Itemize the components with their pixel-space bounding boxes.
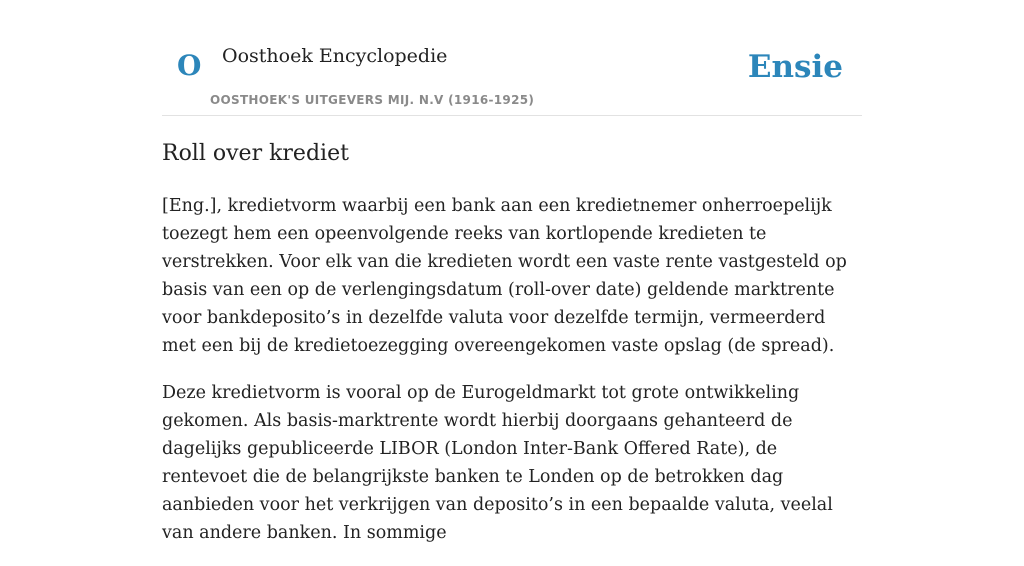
source-title[interactable]: Oosthoek Encyclopedie xyxy=(222,45,448,67)
source-header xyxy=(162,0,862,116)
entry-paragraph: Deze kredietvorm is vooral op de Eurogeldmarkt tot grote ontwikkeling gekomen. Als basis-marktrente wordt hierbij doorgaans gehanteerd de dagelijks gepubliceerde LIBOR (London Inter-Bank Offered Rate), de rentevoet die de belangrijkste banken te Londen op de betrokken dag aanbieden voor het verkrijgen van deposito’s in een bepaalde valuta, veelal van andere banken. In sommige xyxy=(162,383,833,543)
source-logo-letter[interactable]: O xyxy=(177,49,202,82)
page xyxy=(162,0,862,543)
source-subtitle: OOSTHOEK'S UITGEVERS MIJ. N.V (1916-1925) xyxy=(210,93,535,107)
entry-body xyxy=(162,192,862,566)
entry-paragraph: [Eng.], kredietvorm waarbij een bank aan een kredietnemer onherroepelijk toezegt hem een opeenvolgende reeks van kortlopende kredieten te verstrekken. Voor elk van die kredieten wordt een vaste rente vastgesteld op basis van een op de verlengingsdatum (roll-over date) geldende marktrente voor bankdeposito’s in dezelfde valuta voor dezelfde termijn, vermeerderd met een bij de kredietoezegging overeengekomen vaste opslag (de spread). xyxy=(162,196,847,356)
entry-title: Roll over krediet xyxy=(162,141,349,166)
brand-logo-link[interactable]: Ensie xyxy=(747,49,843,85)
